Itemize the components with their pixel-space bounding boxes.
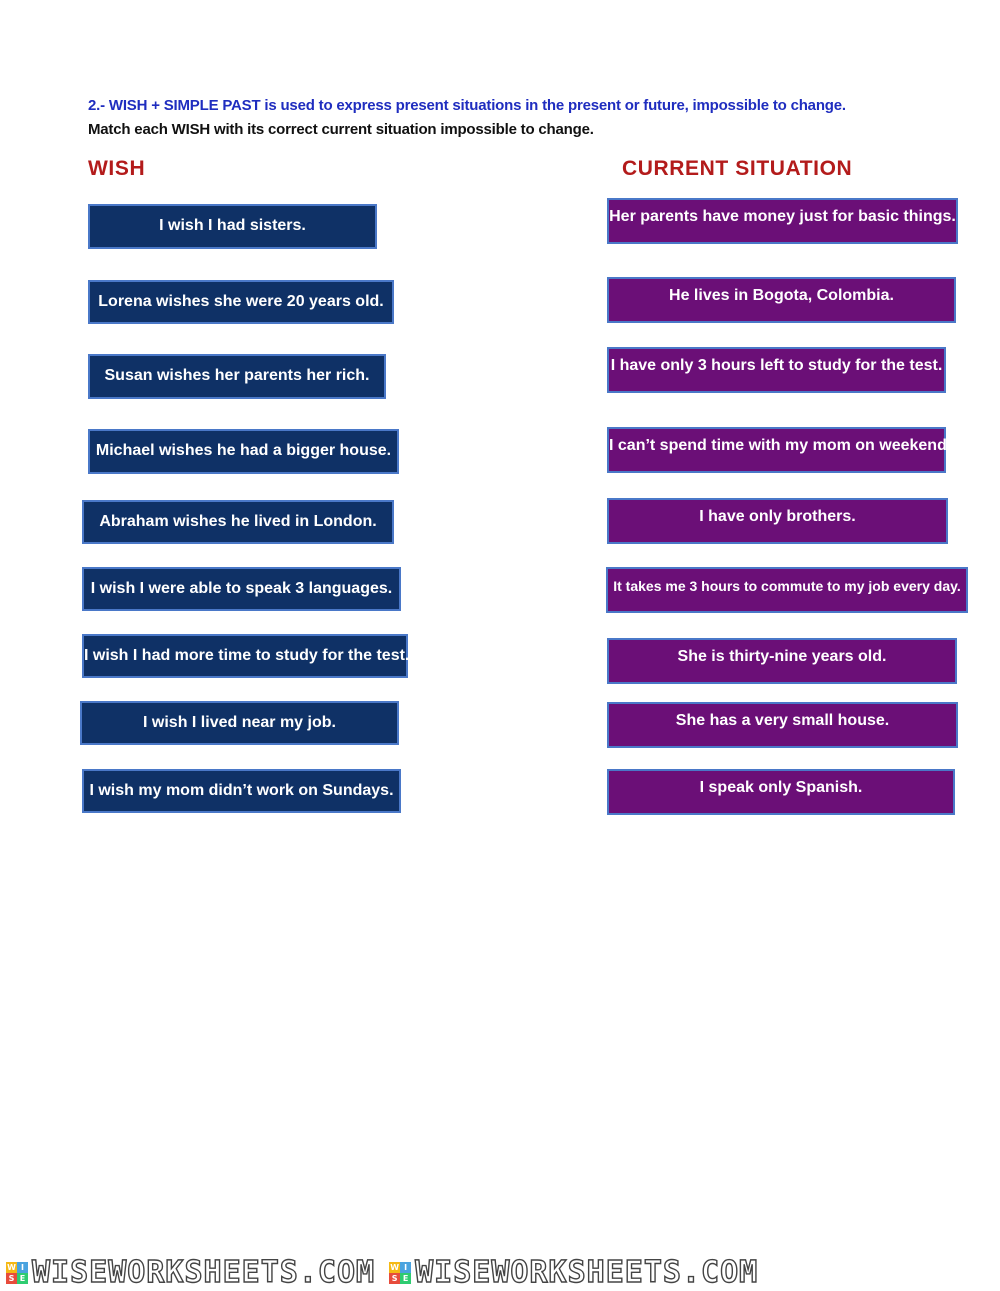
wish-card[interactable]: I wish I lived near my job.	[80, 701, 399, 745]
situation-column-heading: CURRENT SITUATION	[622, 157, 853, 180]
instruction-line-1: 2.- WISH + SIMPLE PAST is used to express present situations in the present or future, impossible to change.	[88, 97, 846, 114]
situation-card[interactable]: I have only brothers.	[607, 498, 948, 544]
situation-card[interactable]: He lives in Bogota, Colombia.	[607, 277, 956, 323]
footer-watermark	[0, 1254, 1000, 1291]
wish-card[interactable]: Michael wishes he had a bigger house.	[88, 429, 399, 474]
wish-card[interactable]: I wish I had more time to study for the test.	[82, 634, 408, 678]
situation-card[interactable]: Her parents have money just for basic things.	[607, 198, 958, 244]
wish-column-heading: WISH	[88, 157, 146, 180]
wish-card[interactable]: I wish I were able to speak 3 languages.	[82, 567, 401, 611]
situation-card[interactable]: She is thirty-nine years old.	[607, 638, 957, 684]
wish-card[interactable]: I wish my mom didn’t work on Sundays.	[82, 769, 401, 813]
wish-card[interactable]: Abraham wishes he lived in London.	[82, 500, 394, 544]
situation-card[interactable]: It takes me 3 hours to commute to my job every day.	[606, 567, 968, 613]
wish-card[interactable]: I wish I had sisters.	[88, 204, 377, 249]
situation-card[interactable]: I have only 3 hours left to study for the test.	[607, 347, 946, 393]
situation-card[interactable]: I speak only Spanish.	[607, 769, 955, 815]
instruction-line-2: Match each WISH with its correct current situation impossible to change.	[88, 121, 594, 138]
wish-card[interactable]: Susan wishes her parents her rich.	[88, 354, 386, 399]
situation-card[interactable]: I can’t spend time with my mom on weekends.	[607, 427, 946, 473]
brand-logo	[383, 1255, 758, 1290]
logo-grid-icon: W I S E	[6, 1262, 28, 1284]
situation-card[interactable]: She has a very small house.	[607, 702, 958, 748]
brand-text: WISEWORKSHEETS.COM	[415, 1255, 759, 1290]
wish-card[interactable]: Lorena wishes she were 20 years old.	[88, 280, 394, 324]
brand-text: WISEWORKSHEETS.COM	[32, 1255, 376, 1290]
brand-logo	[0, 1255, 375, 1290]
logo-grid-icon: W I S E	[389, 1262, 411, 1284]
